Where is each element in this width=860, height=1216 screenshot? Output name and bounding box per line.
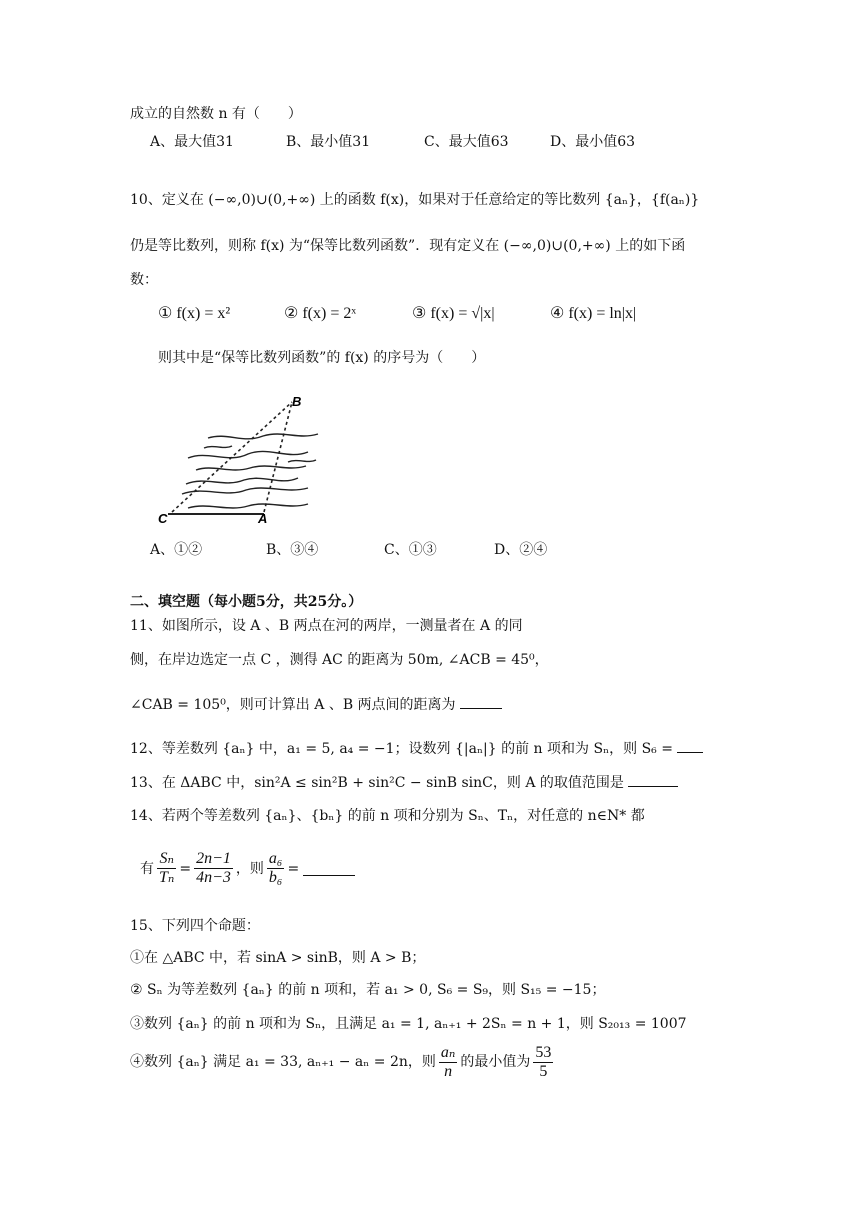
q14-fraction-ab-den: b₆ — [268, 869, 283, 886]
q14-prefix: 有 — [140, 860, 154, 877]
q10-option-c: C、①③ — [384, 542, 437, 558]
q13-text: 13、在 ΔABC 中，sin²A ≤ sin²B + sin²C − sinB sinC，则 A 的取值范围是 — [130, 775, 624, 791]
q14-line-1: 14、若两个等差数列 {aₙ}、{bₙ} 的前 n 项和分别为 Sₙ、Tₙ，对任意的 n∈N* 都 — [130, 808, 645, 824]
q10-function-4: ④ f(x) = ln|x| — [550, 305, 637, 322]
q9-option-b: B、最小值31 — [286, 134, 371, 150]
q14-mid: ，则 — [235, 860, 264, 877]
q10-question: 则其中是“保等比数列函数”的 f(x) 的序号为（ ） — [158, 350, 486, 366]
q15-p4-prefix: ④数列 {aₙ} 满足 a₁ = 33, aₙ₊₁ − aₙ = 2n，则 — [130, 1054, 436, 1070]
point-a-label: A — [258, 511, 268, 526]
q11-line-3-text: ∠CAB = 105⁰，则可计算出 A 、B 两点间的距离为 — [130, 697, 456, 713]
river-waves — [182, 434, 318, 508]
q10-option-b: B、③④ — [266, 542, 319, 558]
q10-line-1: 10、定义在 (−∞,0)∪(0,+∞) 上的函数 f(x)，如果对于任意给定的等比数列 {aₙ}，{f(aₙ)} — [130, 192, 700, 208]
q15-p4-fraction-den: n — [444, 1062, 453, 1080]
q14-fraction-ab — [267, 850, 285, 887]
q14-fraction-st — [157, 850, 176, 887]
q15-p4-fraction — [439, 1044, 457, 1081]
q11-line-1: 11、如图所示，设 A 、B 两点在河的两岸，一测量者在 A 的同 — [130, 618, 523, 634]
q15-p4-fraction-num: aₙ — [440, 1043, 456, 1061]
q14-answer-blank[interactable] — [303, 861, 355, 876]
q15-proposition-2: ② Sₙ 为等差数列 {aₙ} 的前 n 项和，若 a₁ > 0, S₆ = S₉，则 S₁₅ = −15； — [130, 982, 606, 998]
q11-answer-blank[interactable] — [460, 694, 502, 709]
segment-ab — [264, 402, 292, 512]
q14-fraction-ratio-den: 4n−3 — [196, 869, 231, 886]
q10-function-1: ① f(x) = x² — [158, 305, 231, 322]
section-2-heading: 二、填空题（每小题5分，共25分。） — [130, 594, 363, 610]
q9-option-c: C、最大值63 — [424, 134, 509, 150]
river-figure — [158, 388, 328, 528]
q14-fraction-ab-num: a₆ — [268, 850, 283, 867]
q14-fraction-ratio-num: 2n−1 — [196, 850, 231, 867]
q14-line-2 — [140, 850, 355, 887]
q14-equals-2: = — [287, 860, 300, 877]
q14-fraction-ratio — [194, 850, 233, 887]
point-b-label: B — [292, 394, 302, 409]
q9-tail: 成立的自然数 n 有（ ） — [130, 106, 302, 122]
q10-option-d: D、②④ — [494, 542, 548, 558]
q11-line-2: 侧，在岸边选定一点 C ，测得 AC 的距离为 50m, ∠ACB = 45⁰， — [130, 652, 549, 668]
q13-answer-blank[interactable] — [628, 772, 678, 787]
q10-line-3: 数： — [130, 272, 158, 288]
q15-proposition-4 — [130, 1042, 556, 1082]
q12-line — [130, 738, 703, 759]
q15-proposition-1: ①在 △ABC 中，若 sinA > sinB，则 A > B； — [130, 950, 426, 966]
q15-proposition-3: ③数列 {aₙ} 的前 n 项和为 Sₙ，且满足 a₁ = 1, aₙ₊₁ + 2Sₙ = n + 1，则 S₂₀₁₃ = 1007 — [130, 1016, 687, 1032]
q15-p4-value-den: 5 — [539, 1062, 548, 1080]
q9-option-a: A、最大值31 — [150, 134, 234, 150]
q10-function-2: ② f(x) = 2ˣ — [284, 305, 356, 322]
q12-answer-blank[interactable] — [677, 738, 703, 753]
q13-line — [130, 772, 678, 793]
q12-text: 12、等差数列 {aₙ} 中，a₁ = 5, a₄ = −1；设数列 {|aₙ|} 的前 n 项和为 Sₙ，则 S₆ = — [130, 741, 673, 757]
q15-p4-mid: 的最小值为 — [460, 1054, 531, 1070]
q15-title: 15、下列四个命题： — [130, 918, 260, 934]
q10-function-3: ③ f(x) = √|x| — [412, 305, 495, 322]
q14-fraction-st-num: Sₙ — [159, 850, 174, 867]
q15-p4-value — [533, 1044, 553, 1081]
q11-line-3 — [130, 694, 502, 715]
q10-option-a: A、①② — [150, 542, 203, 558]
q15-p4-value-num: 53 — [535, 1043, 552, 1061]
q10-line-2: 仍是等比数列，则称 f(x) 为“保等比数列函数”．现有定义在 (−∞,0)∪(0,+∞) 上的如下函 — [130, 238, 686, 254]
point-c-label: C — [158, 511, 168, 526]
q9-option-d: D、最小值63 — [550, 134, 636, 150]
q14-equals-1: = — [179, 860, 192, 877]
q14-fraction-st-den: Tₙ — [159, 869, 175, 886]
